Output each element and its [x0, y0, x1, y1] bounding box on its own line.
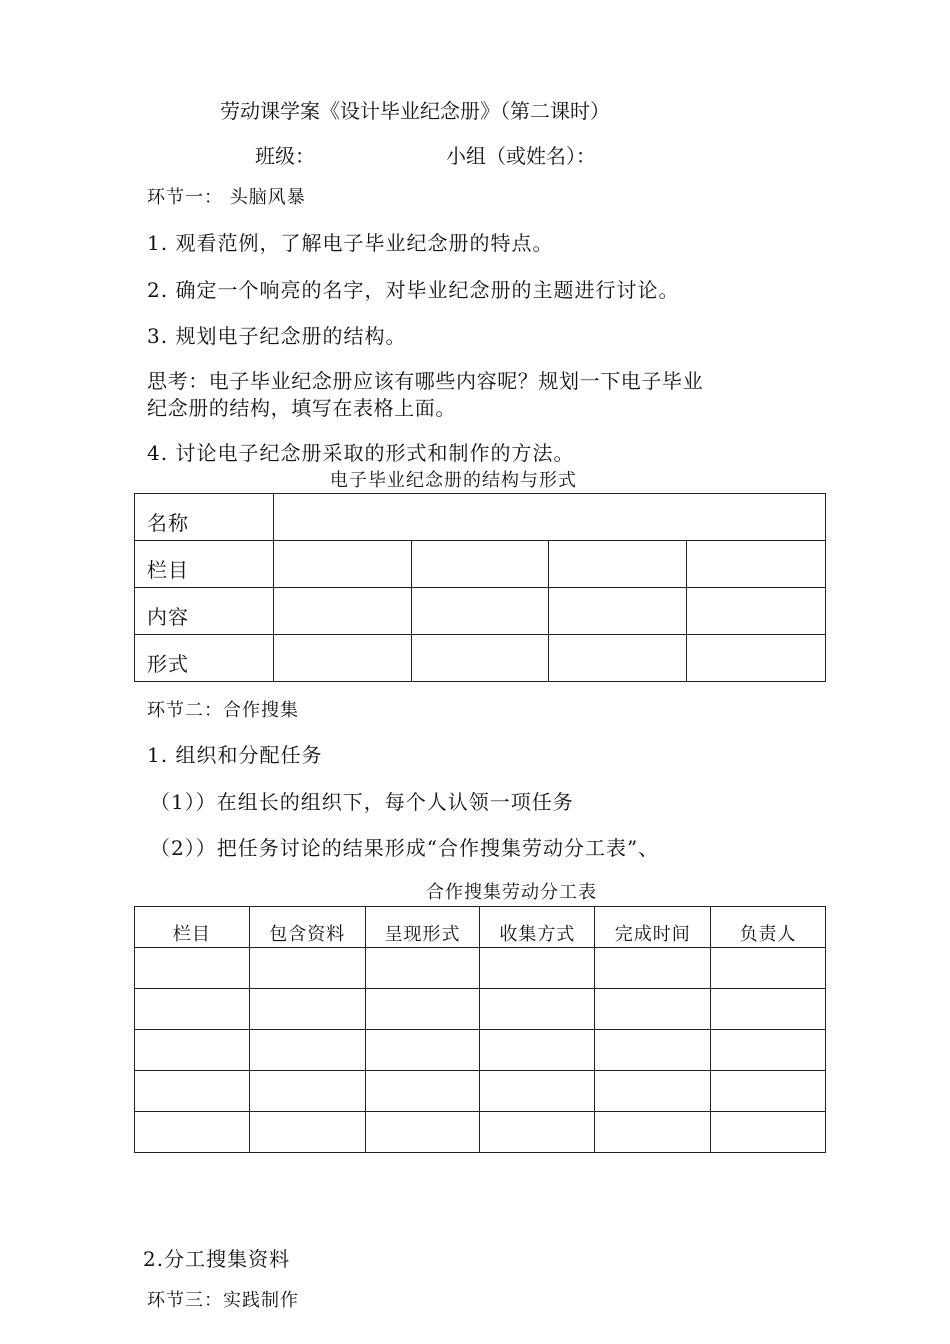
section1-item-1: 1. 观看范例，了解电子毕业纪念册的特点。 — [147, 231, 554, 255]
table-row — [135, 948, 826, 989]
table-cell — [249, 989, 365, 1030]
table-cell — [711, 948, 826, 989]
table-cell — [595, 1112, 711, 1153]
group-label: 小组（或姓名）： — [446, 144, 596, 168]
section3-heading: 环节三：实践制作 — [147, 1290, 299, 1311]
table-cell — [411, 588, 549, 635]
item-2-collect-materials: 2.分工搜集资料 — [143, 1247, 291, 1271]
table-cell — [135, 1112, 250, 1153]
table-cell — [480, 1030, 595, 1071]
table-cell — [549, 541, 687, 588]
row-label-column: 栏目 — [135, 541, 274, 588]
section1-item-2: 2. 确定一个响亮的名字，对毕业纪念册的主题进行讨论。 — [147, 278, 680, 302]
table-cell — [365, 1071, 480, 1112]
section2-heading: 环节二：合作搜集 — [147, 700, 299, 721]
think-line-2: 纪念册的结构，填写在表格上面。 — [147, 396, 456, 420]
table-cell — [711, 989, 826, 1030]
table-cell — [249, 1030, 365, 1071]
col-header-collection-method: 收集方式 — [480, 907, 595, 948]
table-cell — [480, 1071, 595, 1112]
col-header-materials: 包含资料 — [249, 907, 365, 948]
table-cell — [273, 541, 411, 588]
structure-table — [134, 493, 826, 682]
col-header-presentation: 呈现形式 — [365, 907, 480, 948]
table-row — [135, 588, 826, 635]
table-cell — [411, 635, 549, 682]
section2-sub-1: （1））在组长的组织下，每个人认领一项任务 — [150, 790, 574, 814]
row-label-form: 形式 — [135, 635, 274, 682]
table-row — [135, 989, 826, 1030]
table-cell — [711, 1030, 826, 1071]
table-cell — [687, 588, 826, 635]
table-cell — [135, 1030, 250, 1071]
table-cell — [249, 948, 365, 989]
table-cell — [135, 948, 250, 989]
table-cell — [249, 1071, 365, 1112]
table-cell — [135, 989, 250, 1030]
class-label: 班级： — [255, 144, 315, 168]
table-cell — [411, 541, 549, 588]
table-row — [135, 541, 826, 588]
table-cell — [687, 541, 826, 588]
col-header-completion-time: 完成时间 — [595, 907, 711, 948]
table-row — [135, 635, 826, 682]
division-of-labor-table — [134, 906, 826, 1153]
table-row — [135, 1071, 826, 1112]
row-label-content: 内容 — [135, 588, 274, 635]
table-cell — [595, 989, 711, 1030]
table2-caption: 合作搜集劳动分工表 — [426, 882, 597, 903]
table-cell — [711, 1112, 826, 1153]
table-cell — [365, 1030, 480, 1071]
section1-item-4: 4. 讨论电子纪念册采取的形式和制作的方法。 — [147, 441, 575, 465]
table-cell — [365, 989, 480, 1030]
section1-item-3: 3. 规划电子纪念册的结构。 — [147, 324, 407, 348]
table-cell — [595, 1071, 711, 1112]
table-cell — [480, 989, 595, 1030]
table-cell — [273, 494, 825, 541]
table-cell — [249, 1112, 365, 1153]
table-cell — [480, 1112, 595, 1153]
section2-sub-2: （2））把任务讨论的结果形成“合作搜集劳动分工表”、 — [150, 836, 660, 860]
table-row — [135, 494, 826, 541]
row-label-name: 名称 — [135, 494, 274, 541]
table-cell — [687, 635, 826, 682]
table-cell — [365, 948, 480, 989]
col-header-column: 栏目 — [135, 907, 250, 948]
table-cell — [365, 1112, 480, 1153]
section1-heading: 环节一： 头脑风暴 — [147, 187, 306, 208]
think-line-1: 思考：电子毕业纪念册应该有哪些内容呢？规划一下电子毕业 — [147, 369, 704, 393]
table-cell — [480, 948, 595, 989]
col-header-person-in-charge: 负责人 — [711, 907, 826, 948]
table-cell — [595, 1030, 711, 1071]
page-title: 劳动课学案《设计毕业纪念册》（第二课时） — [220, 99, 610, 123]
table-cell — [549, 588, 687, 635]
table-cell — [711, 1071, 826, 1112]
table1-caption: 电子毕业纪念册的结构与形式 — [330, 470, 577, 491]
table-cell — [595, 948, 711, 989]
table-cell — [549, 635, 687, 682]
table-row — [135, 1030, 826, 1071]
table-cell — [135, 1071, 250, 1112]
section2-item-1: 1. 组织和分配任务 — [147, 743, 323, 767]
table-cell — [273, 588, 411, 635]
table-header-row — [135, 907, 826, 948]
table-row — [135, 1112, 826, 1153]
table-cell — [273, 635, 411, 682]
